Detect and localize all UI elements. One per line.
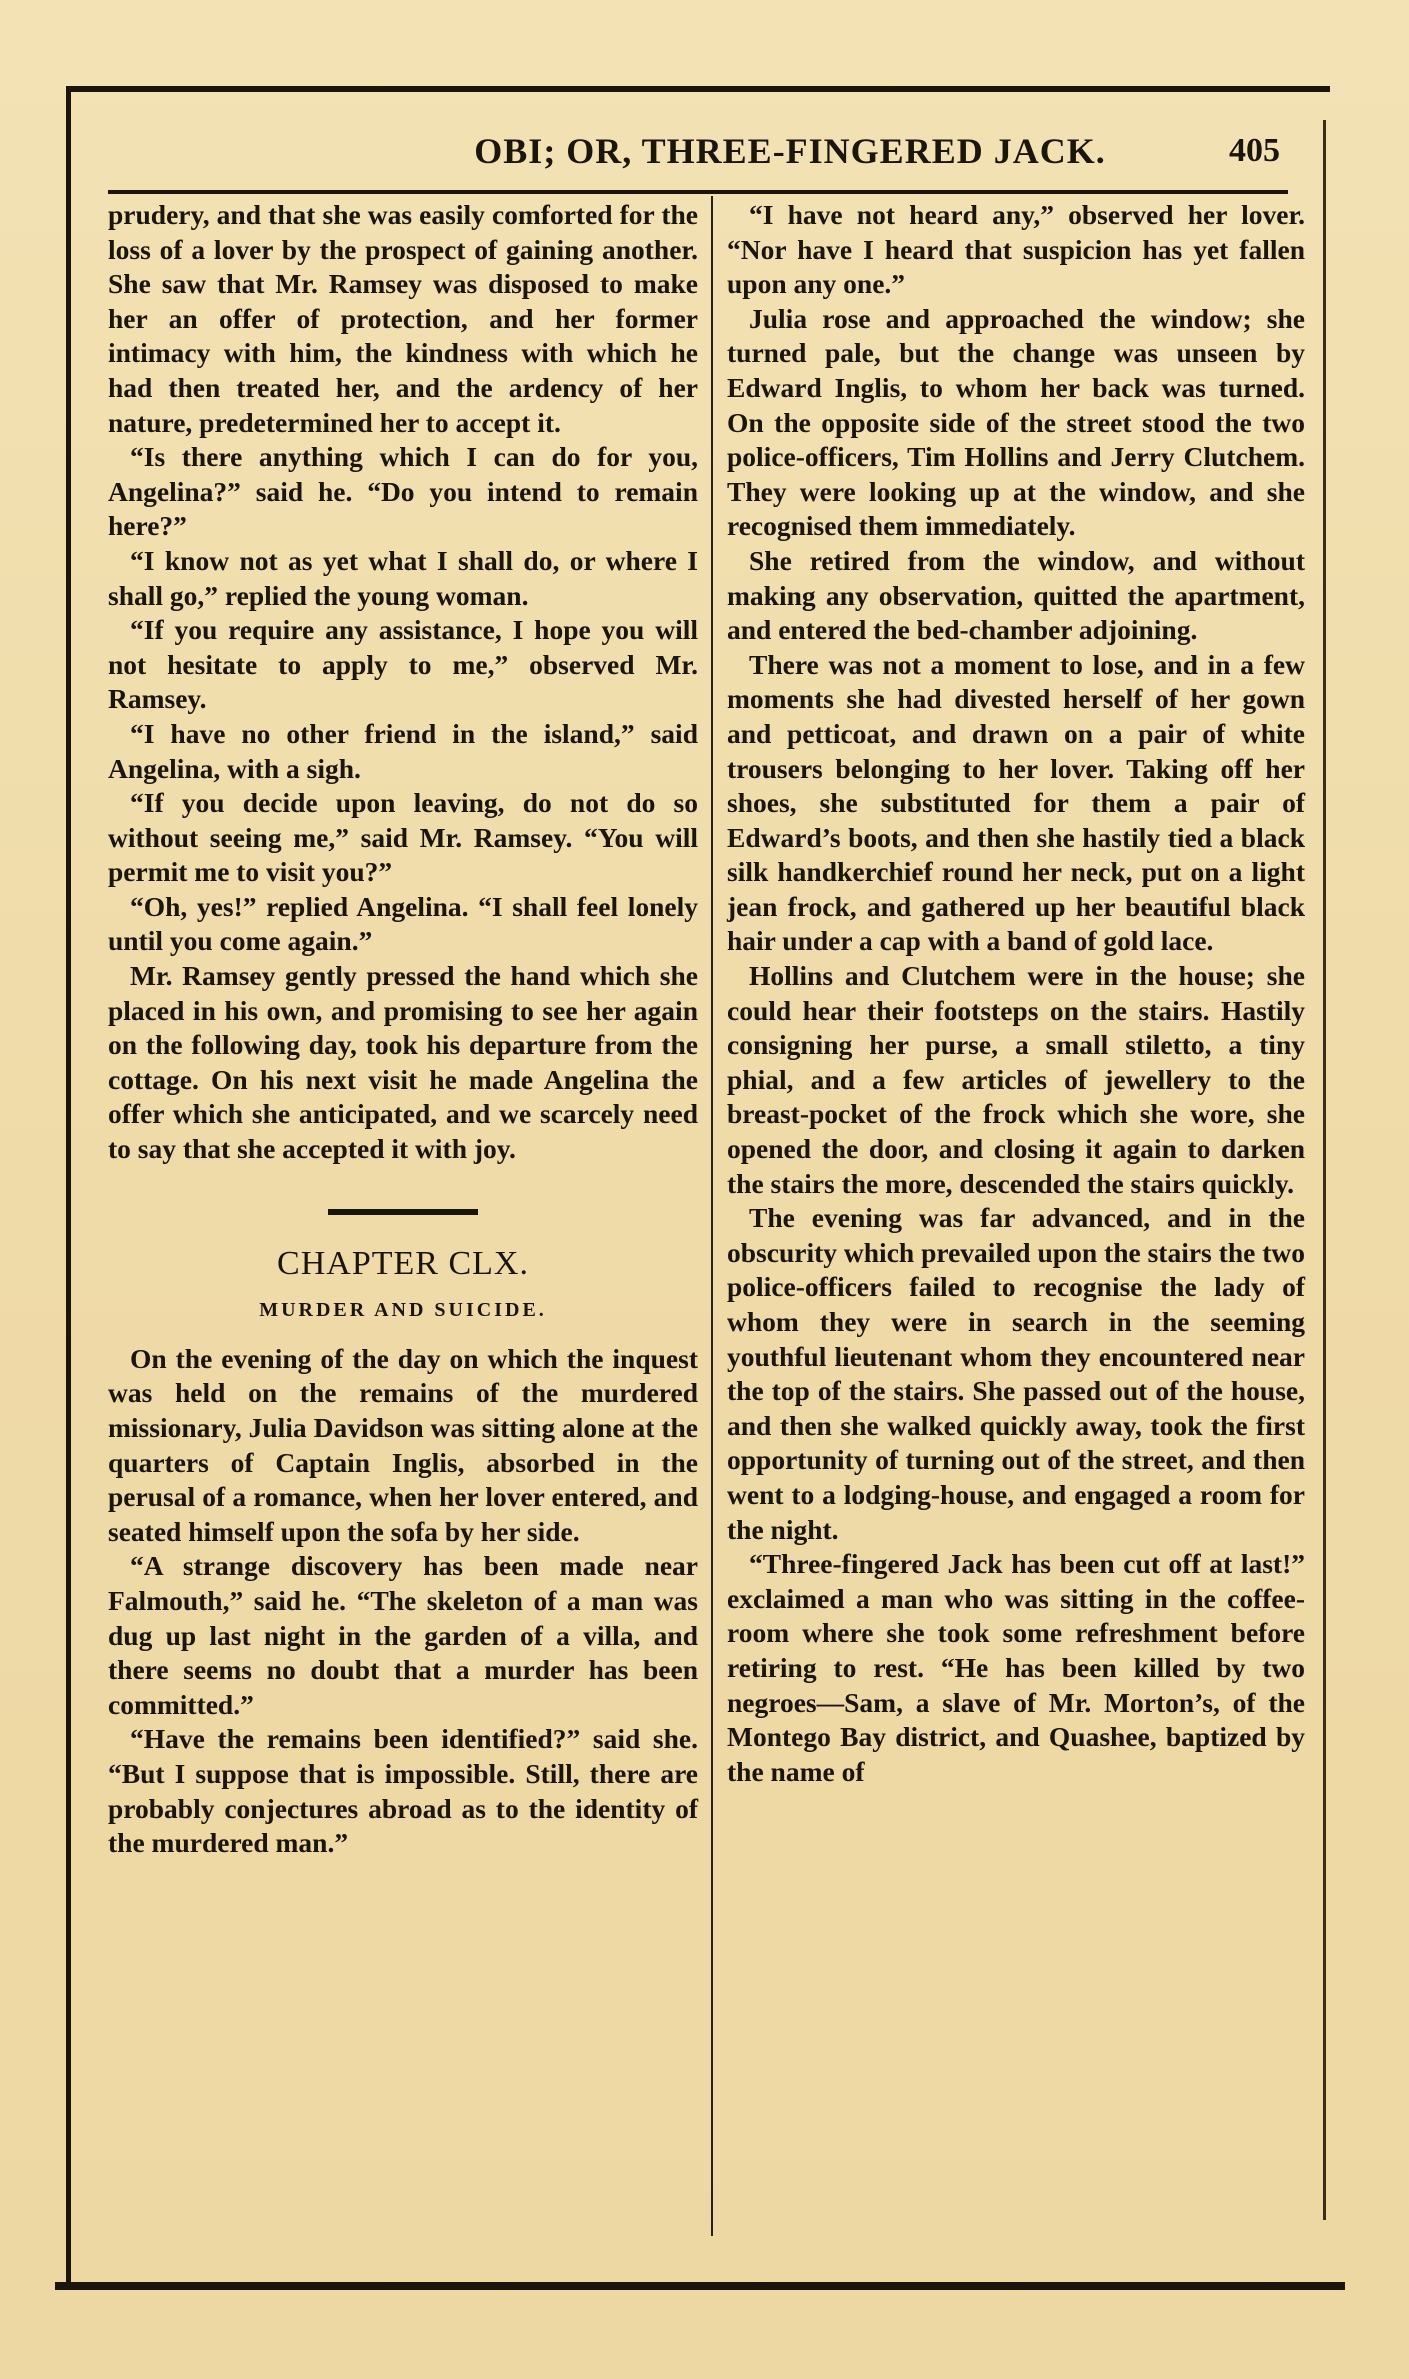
paragraph: “Have the remains been identified?” said she. “But I suppose that is impossible. Still, there are probably conjectures abroad as to the identity of the murdered man.” — [108, 1723, 698, 1859]
paragraph: On the evening of the day on which the inquest was held on the remains of the murdered missionary, Julia Davidson was sitting alone at the quarters of Captain Inglis, absorbed in the perusal of a romance, when her lover entered, and seated himself upon the sofa by her side. — [108, 1342, 698, 1547]
chapter-subtitle: MURDER AND SUICIDE. — [259, 1299, 547, 1322]
paragraph: Julia rose and approached the window; she turned pale, but the change was unseen by Edward Inglis, to whom her back was turned. On the opposite side of the street stood the two police-officers, Tim Hollins and Jerry Clutchem. They were looking up at the window, and she recognised them immediately. — [727, 302, 1305, 542]
paragraph: She retired from the window, and without making any observation, quitted the apartment, and entered the bed-chamber adjoining. — [727, 544, 1305, 646]
paragraph: prudery, and that she was easily comforted for the loss of a lover by the prospect of gaining another. She saw that Mr. Ramsey was disposed to make her an offer of protection, and her former intimacy with him, the kindness with which he had then treated her, and the ardency of her nature, predetermined her to accept it. — [108, 199, 698, 438]
section-divider-rule — [328, 1209, 478, 1215]
paragraph: There was not a moment to lose, and in a few moments she had divested herself of her gown and petticoat, and drawn on a pair of white trousers belonging to her lover. Taking off her shoes, she substituted for them a pair of Edward’s boots, and then she hastily tied a black silk handkerchief round her neck, put on a light jean frock, and gathered up her beautiful black hair under a cap with a band of gold lace. — [727, 648, 1305, 957]
column-divider — [711, 196, 713, 2236]
left-column — [108, 198, 698, 1861]
page-header — [100, 118, 1280, 188]
paragraph: “I know not as yet what I shall do, or where I shall go,” replied the young woman. — [108, 544, 698, 611]
right-column — [727, 198, 1305, 1789]
paragraph: Mr. Ramsey gently pressed the hand which she placed in his own, and promising to see her again on the following day, took his departure from the cottage. On his next visit he made Angelina the offer which she anticipated, and we scarcely need to say that she accepted it with joy. — [108, 960, 698, 1165]
chapter-title: CHAPTER CLX. — [277, 1244, 529, 1282]
bottom-border-rule — [55, 2282, 1345, 2290]
header-rule — [108, 190, 1288, 194]
paragraph: “I have no other friend in the island,” said Angelina, with a sigh. — [108, 717, 698, 784]
running-title: OBI; OR, THREE-FINGERED JACK. — [474, 131, 1106, 171]
paragraph: “A strange discovery has been made near Falmouth,” said he. “The skeleton of a man was dug up last night in the garden of a villa, and there seems no doubt that a murder has been committed.” — [108, 1550, 698, 1720]
top-border-rule — [68, 86, 1330, 92]
right-frame-rule — [1323, 120, 1326, 2220]
paragraph: Hollins and Clutchem were in the house; she could hear their footsteps on the stairs. Hastily consigning her purse, a small stiletto, a tiny phial, and a few articles of jewellery to the breast-pocket of the frock which she wore, she opened the door, and closing it again to darken the stairs the more, descended the stairs quickly. — [727, 960, 1305, 1199]
page-number: 405 — [1229, 132, 1280, 169]
paragraph: “Is there anything which I can do for you, Angelina?” said he. “Do you intend to remain here?” — [108, 441, 698, 542]
paragraph: “If you decide upon leaving, do not do so without seeing me,” said Mr. Ramsey. “You will permit me to visit you?” — [108, 787, 698, 888]
paragraph: “Oh, yes!” replied Angelina. “I shall feel lonely until you come again.” — [108, 890, 698, 957]
paragraph: “I have not heard any,” observed her lover. “Nor have I heard that suspicion has yet fallen upon any one.” — [727, 199, 1305, 300]
paragraph: The evening was far advanced, and in the obscurity which prevailed upon the stairs the two police-officers failed to recognise the lady of whom they were in search in the seeming youthful lieutenant whom they encountered near the top of the stairs. She passed out of the house, and then she walked quickly away, took the first opportunity of turning out of the street, and then went to a lodging-house, and engaged a room for the night. — [727, 1202, 1305, 1545]
left-frame-rule — [66, 86, 71, 2286]
paragraph: “If you require any assistance, I hope you will not hesitate to apply to me,” observed Mr. Ramsey. — [108, 614, 698, 715]
paragraph: “Three-fingered Jack has been cut off at last!” exclaimed a man who was sitting in the coffee-room where she took some refreshment before retiring to rest. “He has been killed by two negroes—Sam, a slave of Mr. Morton’s, of the Montego Bay district, and Quashee, baptized by the name of — [727, 1548, 1305, 1787]
